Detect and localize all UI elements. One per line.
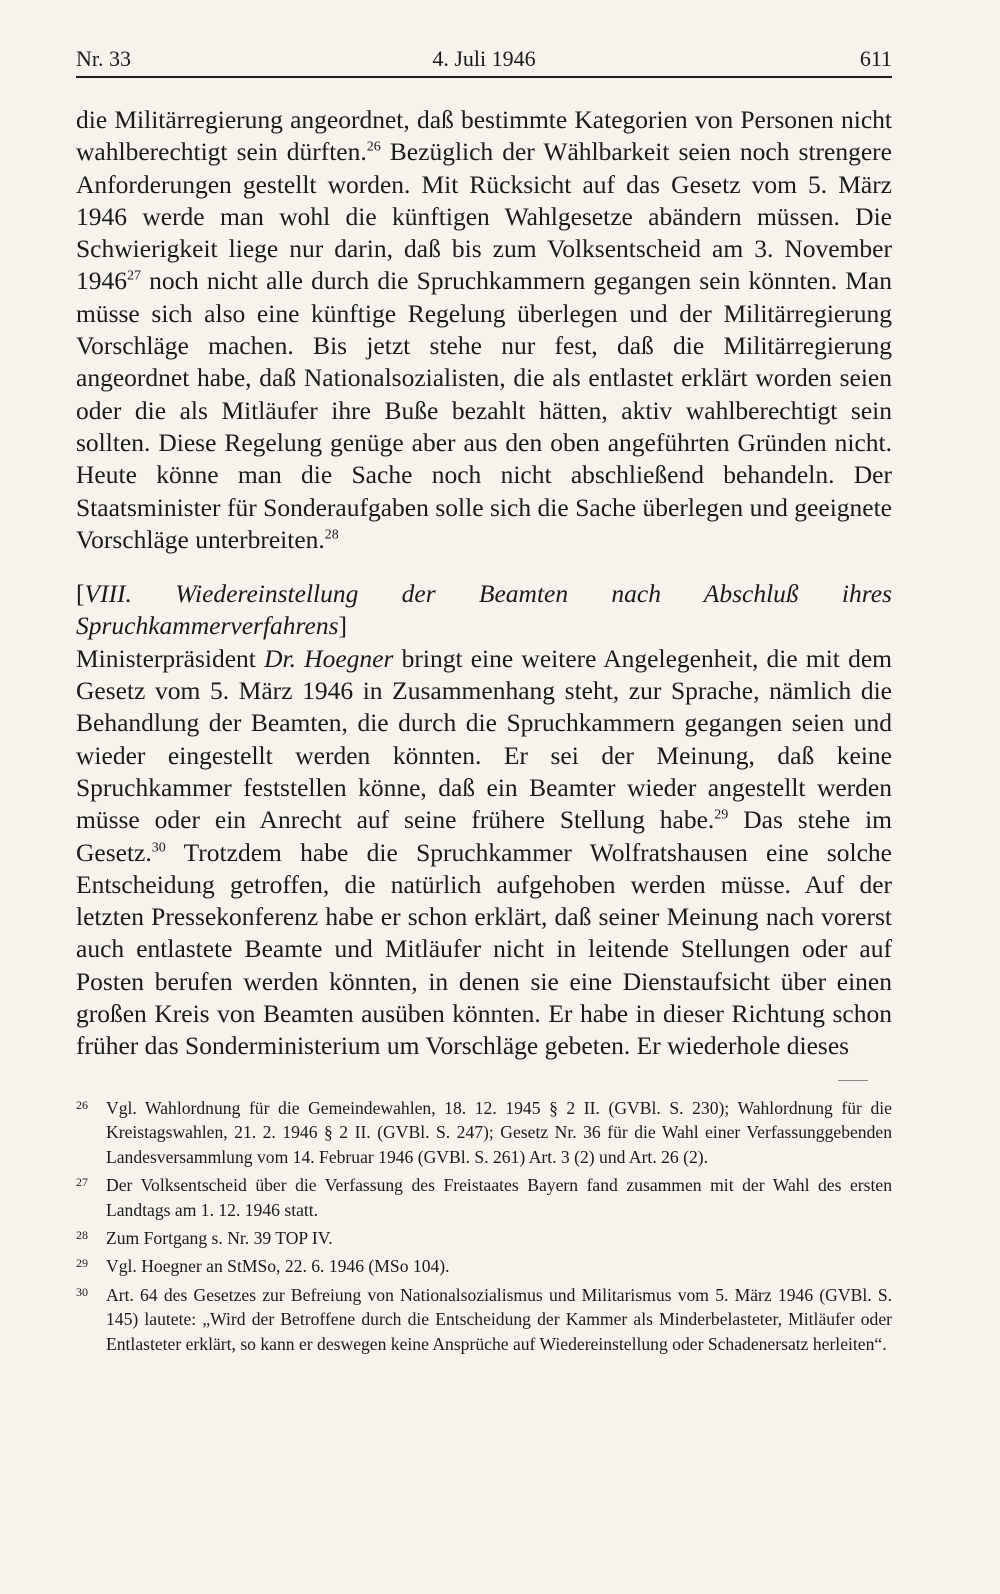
paragraph-2 bbox=[76, 643, 892, 1063]
heading-open-bracket: [ bbox=[76, 579, 85, 609]
paragraph-1-text-a: die Militärregierung angeordnet, daß bestimmte Kategorien von Personen nicht wahlberechtigt sein dürften. bbox=[76, 105, 892, 167]
heading-close-bracket: ] bbox=[338, 611, 347, 641]
page-number: 611 bbox=[859, 46, 892, 71]
footnote-divider bbox=[838, 1080, 868, 1081]
paragraph-1-text-c: noch nicht alle durch die Spruchkammern gegangen sein könnten. Man müsse sich also eine künftige Regelung überlegen und der Militärregierung Vorschläge machen. Bis jetzt stehe nur fest, daß die Militärregierung angeordnet habe, daß Nationalsozialisten, die als entlastet erklärt worden seien oder die als Mitläufer ihre Buße bezahlt hätten, aktiv wahlberechtigt sein sollten. Diese Regelung genüge aber aus den oben angeführten Gründen nicht. Heute könne man die Sache noch nicht abschließend behandeln. Der Staatsminister für Sonderaufgaben solle sich die Sache überlegen und geeignete Vorschläge unterbreiten. bbox=[76, 266, 892, 554]
running-header bbox=[76, 44, 892, 78]
footnote-text: Der Volksentscheid über die Verfassung des Freistaates Bayern fand zusammen mit der Wahl des ersten Landtags am 1. 12. 1946 statt. bbox=[106, 1175, 892, 1220]
paragraph-2-text-b: bringt eine weitere Angelegenheit, die mit dem Gesetz vom 5. März 1946 in Zusammenhang steht, zur Sprache, nämlich die Behandlung der Beamten, die durch die Spruchkammern gegangen seien und wieder eingestellt werden könnten. Er sei der Meinung, daß keine Spruchkammer feststellen könne, daß ein Beamter wieder angestellt werden müsse oder ein Anrecht auf seine frühere Stellung habe. bbox=[76, 643, 892, 835]
footnote-number: 30 bbox=[76, 1284, 88, 1299]
footnote-text: Art. 64 des Gesetzes zur Befreiung von Nationalsozialismus und Militarismus vom 5. März 1946 (GVBl. S. 145) lautete: „Wird der Betroffene durch die Entscheidung der Kammer als Minderbelasteter, Mitläufer oder Entlasteter erklärt, so kann er deswegen keine Ansprüche auf Wiedereinstellung oder Schadenersatz herleiten“. bbox=[106, 1284, 892, 1354]
speaker-name: Dr. Hoegner bbox=[264, 643, 394, 673]
footnote-item bbox=[76, 1173, 892, 1222]
section-gap bbox=[76, 556, 892, 578]
footnote-text: Zum Fortgang s. Nr. 39 TOP IV. bbox=[106, 1228, 333, 1249]
footnote-number: 27 bbox=[76, 1175, 88, 1190]
footnote-ref-30[interactable]: 30 bbox=[151, 840, 166, 856]
paragraph-1 bbox=[76, 104, 892, 556]
paragraph-2-text-d: Trotzdem habe die Spruchkammer Wolfratshausen eine solche Entscheidung getroffen, die natürlich aufgehoben werden müsse. Auf der letzten Pressekonferenz habe er schon erklärt, daß seiner Meinung nach vorerst auch entlastete Beamte und Mitläufer nicht in leitende Stellungen oder auf Posten berufen werden könnten, in denen sie eine Dienstaufsicht über einen großen Kreis von Beamten ausüben könnten. Er habe in dieser Richtung schon früher das Sonderministerium um Vorschläge gebeten. Er wiederhole dieses bbox=[76, 837, 892, 1061]
footnote-ref-27[interactable]: 27 bbox=[127, 268, 141, 284]
footnote-item bbox=[76, 1283, 892, 1356]
footnote-number: 29 bbox=[76, 1256, 88, 1271]
paragraph-1-text-b: Bezüglich der Wählbarkeit seien noch strengere Anforderungen gestellt worden. Mit Rücksicht auf das Gesetz vom 5. März 1946 werde man wohl die künftigen Wahlgesetze abändern müssen. Die Schwierigkeit liege nur darin, daß bis zum Volksentscheid am 3. November 1946 bbox=[76, 137, 892, 296]
issue-number: Nr. 33 bbox=[76, 46, 131, 71]
heading-title: VIII. Wiedereinstellung der Beamten nach Abschluß ihres Spruchkammerverfahrens bbox=[76, 579, 892, 641]
footnote-ref-28[interactable]: 28 bbox=[324, 527, 339, 543]
footnote-number: 26 bbox=[76, 1098, 88, 1112]
footnote-text: Vgl. Wahlordnung für die Gemeindewahlen, 18. 12. 1945 § 2 II. (GVBl. S. 230); Wahlordnung für die Kreistagswahlen, 21. 2. 1946 § 2 II. (GVBl. S. 247); Gesetz Nr. 36 für die Wahl einer Verfassunggebenden Landesversammlung vom 14. Februar 1946 (GVBl. S. 261) Art. 3 (2) und Art. 26 (2). bbox=[106, 1098, 892, 1167]
footnotes bbox=[76, 1096, 892, 1360]
body-text bbox=[76, 104, 892, 1063]
footnote-item bbox=[76, 1096, 892, 1169]
footnote-ref-26[interactable]: 26 bbox=[366, 139, 381, 155]
section-heading bbox=[76, 578, 892, 643]
footnote-item bbox=[76, 1254, 892, 1278]
header-date: 4. Juli 1946 bbox=[432, 46, 536, 71]
paragraph-2-text-c: Das stehe im Gesetz. bbox=[76, 805, 892, 867]
footnote-text: Vgl. Hoegner an StMSo, 22. 6. 1946 (MSo 104). bbox=[106, 1256, 450, 1277]
footnote-number: 28 bbox=[76, 1228, 88, 1243]
paragraph-2-text-a: Ministerpräsident bbox=[76, 643, 265, 673]
footnote-ref-29[interactable]: 29 bbox=[714, 807, 729, 823]
footnote-item bbox=[76, 1226, 892, 1250]
